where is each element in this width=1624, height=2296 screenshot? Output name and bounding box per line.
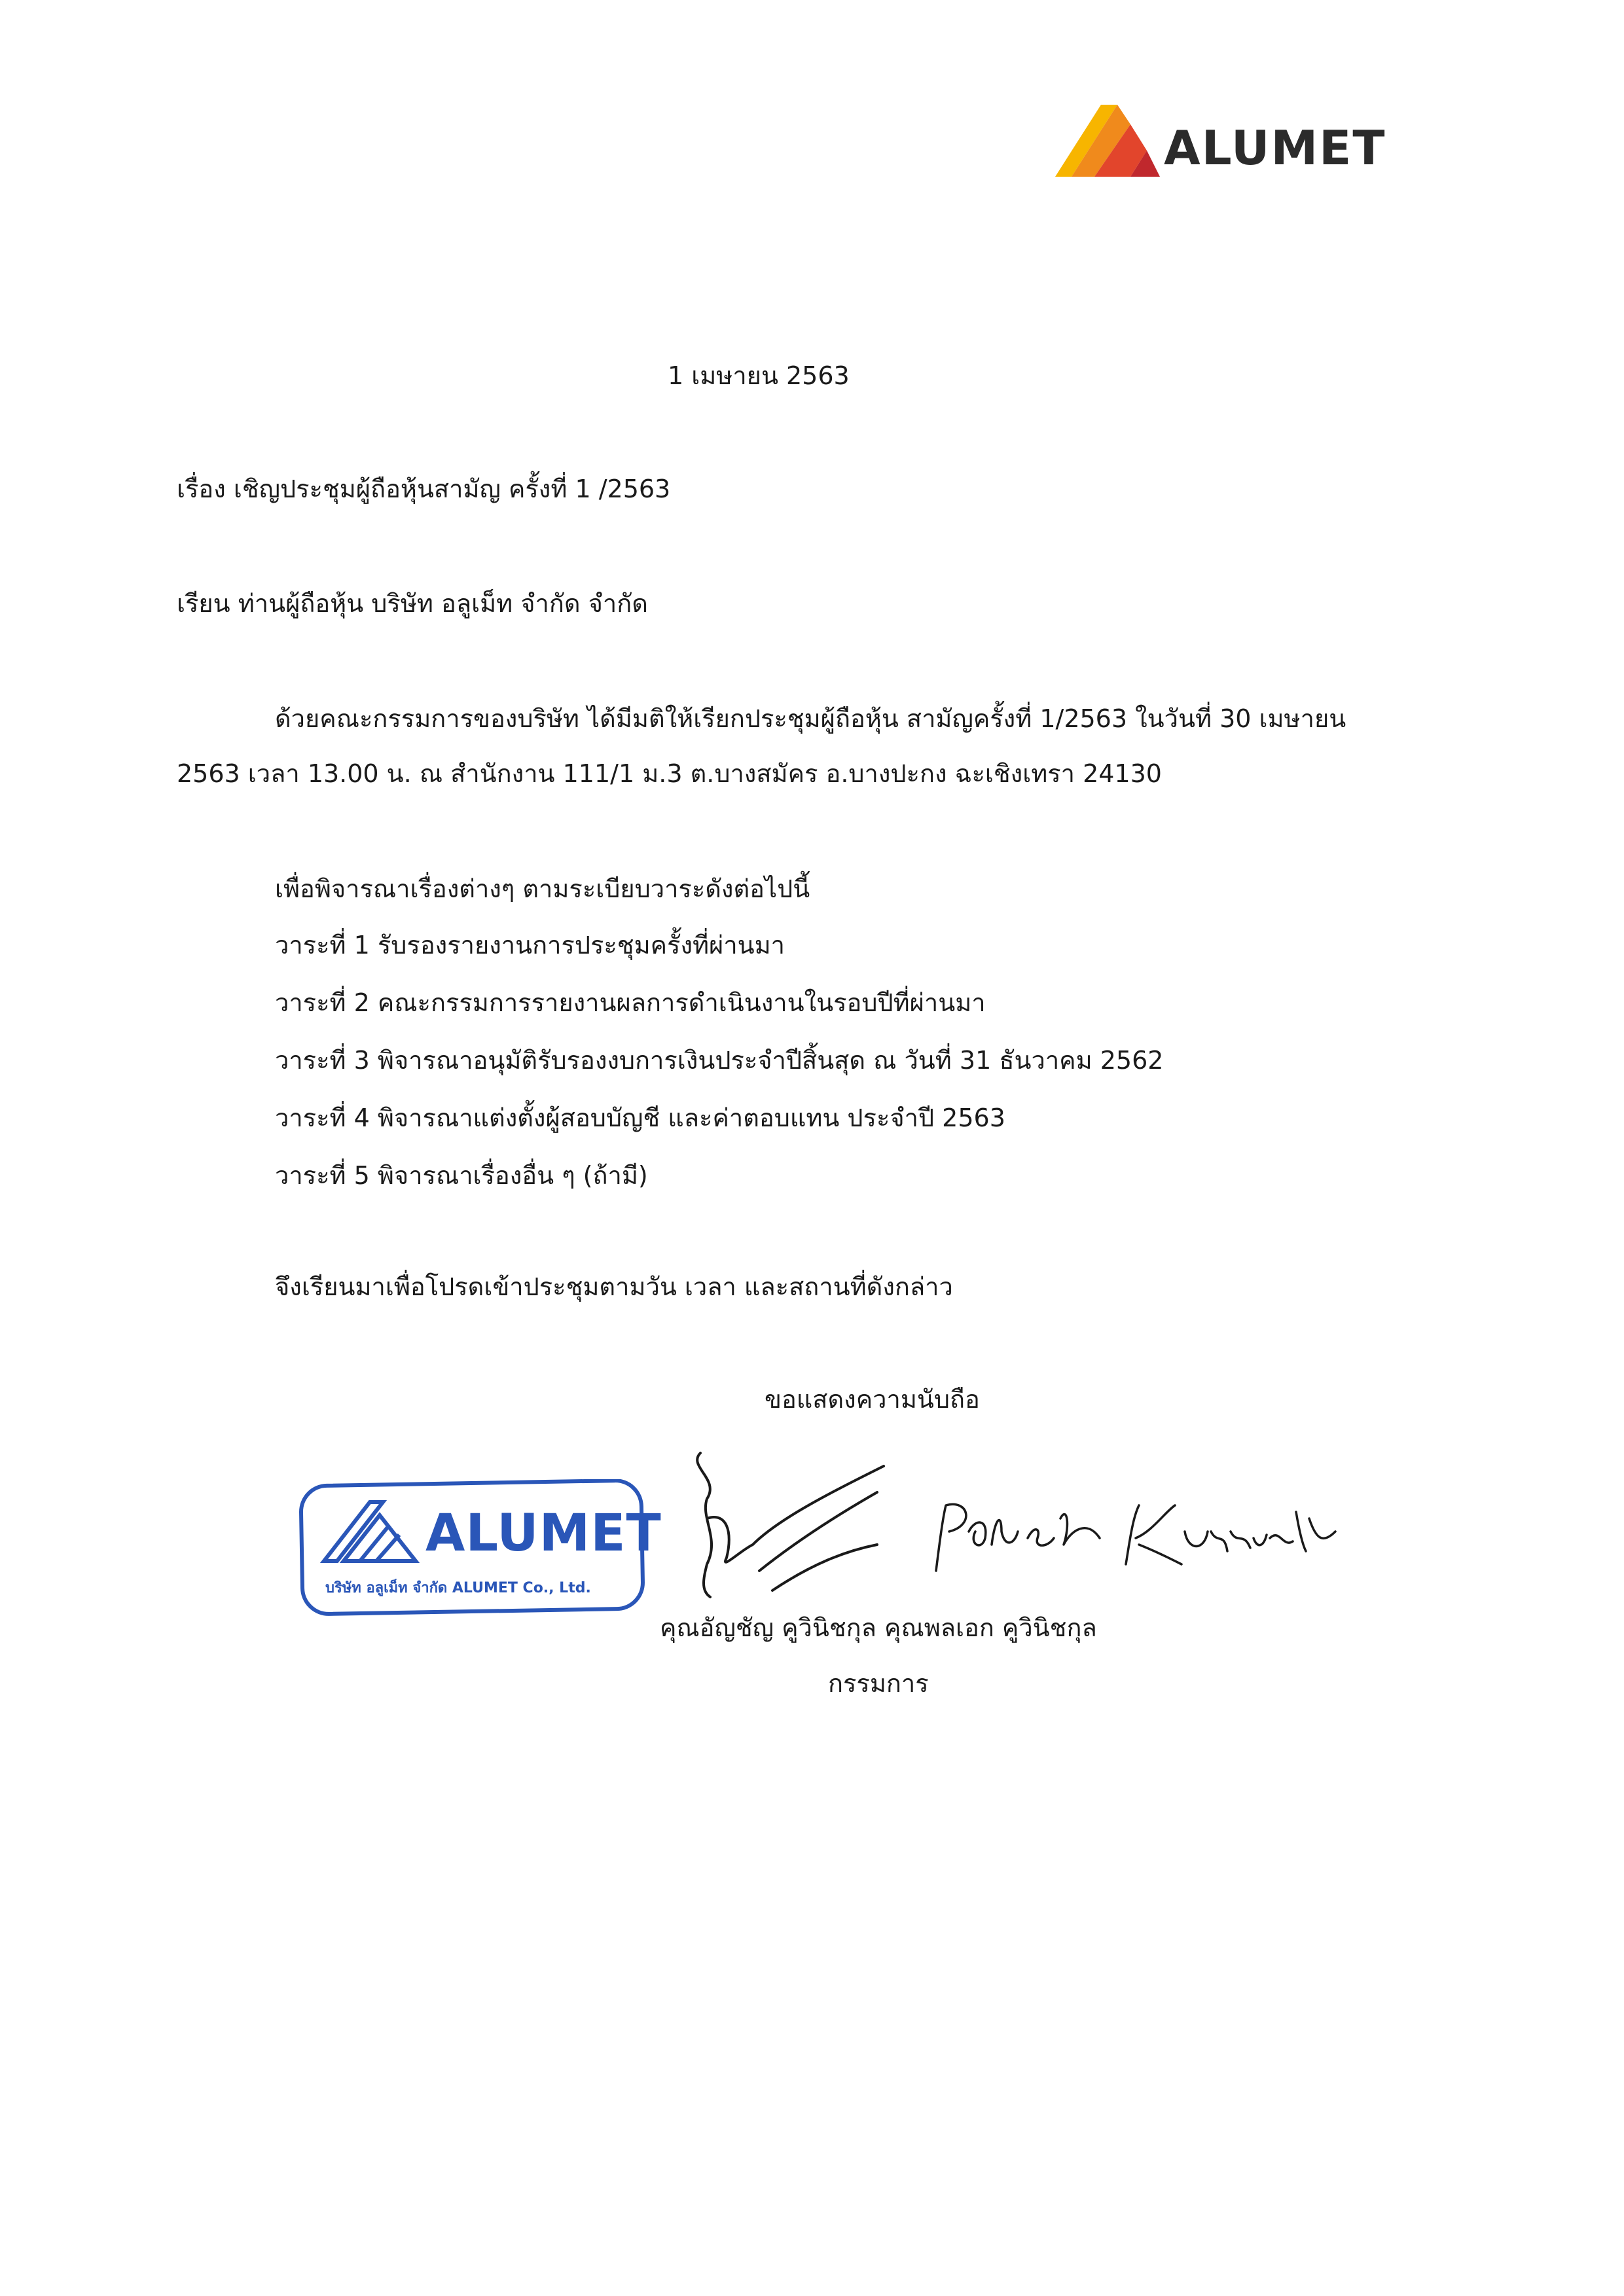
logo-mark-icon	[1055, 105, 1160, 177]
agenda-item: วาระที่ 2 คณะกรรมการรายงานผลการดำเนินงานในรอบปีที่ผ่านมา	[275, 988, 986, 1017]
signature-1	[681, 1440, 890, 1610]
agenda-list	[275, 931, 1163, 1219]
stamp-subtext: บริษัท อลูเม็ท จำกัด ALUMET Co., Ltd.	[325, 1580, 591, 1596]
stamp-logo-text: ALUMET	[425, 1504, 662, 1563]
closing-line: จึงเรียนมาเพื่อโปรดเข้าประชุมตามวัน เวลา และสถานที่ดังกล่าว	[275, 1272, 953, 1301]
signature-2	[929, 1492, 1348, 1584]
company-logo	[1055, 105, 1396, 177]
agenda-item: วาระที่ 5 พิจารณาเรื่องอื่น ๆ (ถ้ามี)	[275, 1161, 648, 1190]
company-stamp	[298, 1479, 662, 1617]
paragraph-line-2: 2563 เวลา 13.00 น. ณ สำนักงาน 111/1 ม.3 ต.บางสมัคร อ.บางปะกง ฉะเชิงเทรา 24130	[177, 759, 1162, 788]
agenda-item: วาระที่ 1 รับรองรายงานการประชุมครั้งที่ผ่านมา	[275, 931, 785, 960]
signatory-names: คุณอัญชัญ คูวินิชกุล คุณพลเอก คูวินิชกุล	[660, 1613, 1097, 1642]
letter-date: 1 เมษายน 2563	[668, 361, 850, 390]
agenda-item: วาระที่ 4 พิจารณาแต่งตั้งผู้สอบบัญชี และค่าตอบแทน ประจำปี 2563	[275, 1103, 1005, 1132]
paragraph-line-1: ด้วยคณะกรรมการของบริษัท ได้มีมติให้เรียกประชุมผู้ถือหุ้น สามัญครั้งที่ 1/2563 ในวันที่ 30 เมษายน	[275, 704, 1346, 733]
regards: ขอแสดงความนับถือ	[765, 1385, 980, 1414]
agenda-intro: เพื่อพิจารณาเรื่องต่างๆ ตามระเบียบวาระดังต่อไปนี้	[275, 874, 810, 903]
signatory-title: กรรมการ	[828, 1669, 929, 1698]
logo-text: ALUMET	[1164, 120, 1386, 175]
stamp-logo-icon	[324, 1502, 416, 1561]
agenda-item: วาระที่ 3 พิจารณาอนุมัติรับรองงบการเงินประจำปีสิ้นสุด ณ วันที่ 31 ธันวาคม 2562	[275, 1046, 1164, 1075]
letter-subject: เรื่อง เชิญประชุมผู้ถือหุ้นสามัญ ครั้งที่ 1 /2563	[177, 475, 671, 503]
letter-salutation: เรียน ท่านผู้ถือหุ้น บริษัท อลูเม็ท จำกัด จำกัด	[177, 589, 648, 618]
